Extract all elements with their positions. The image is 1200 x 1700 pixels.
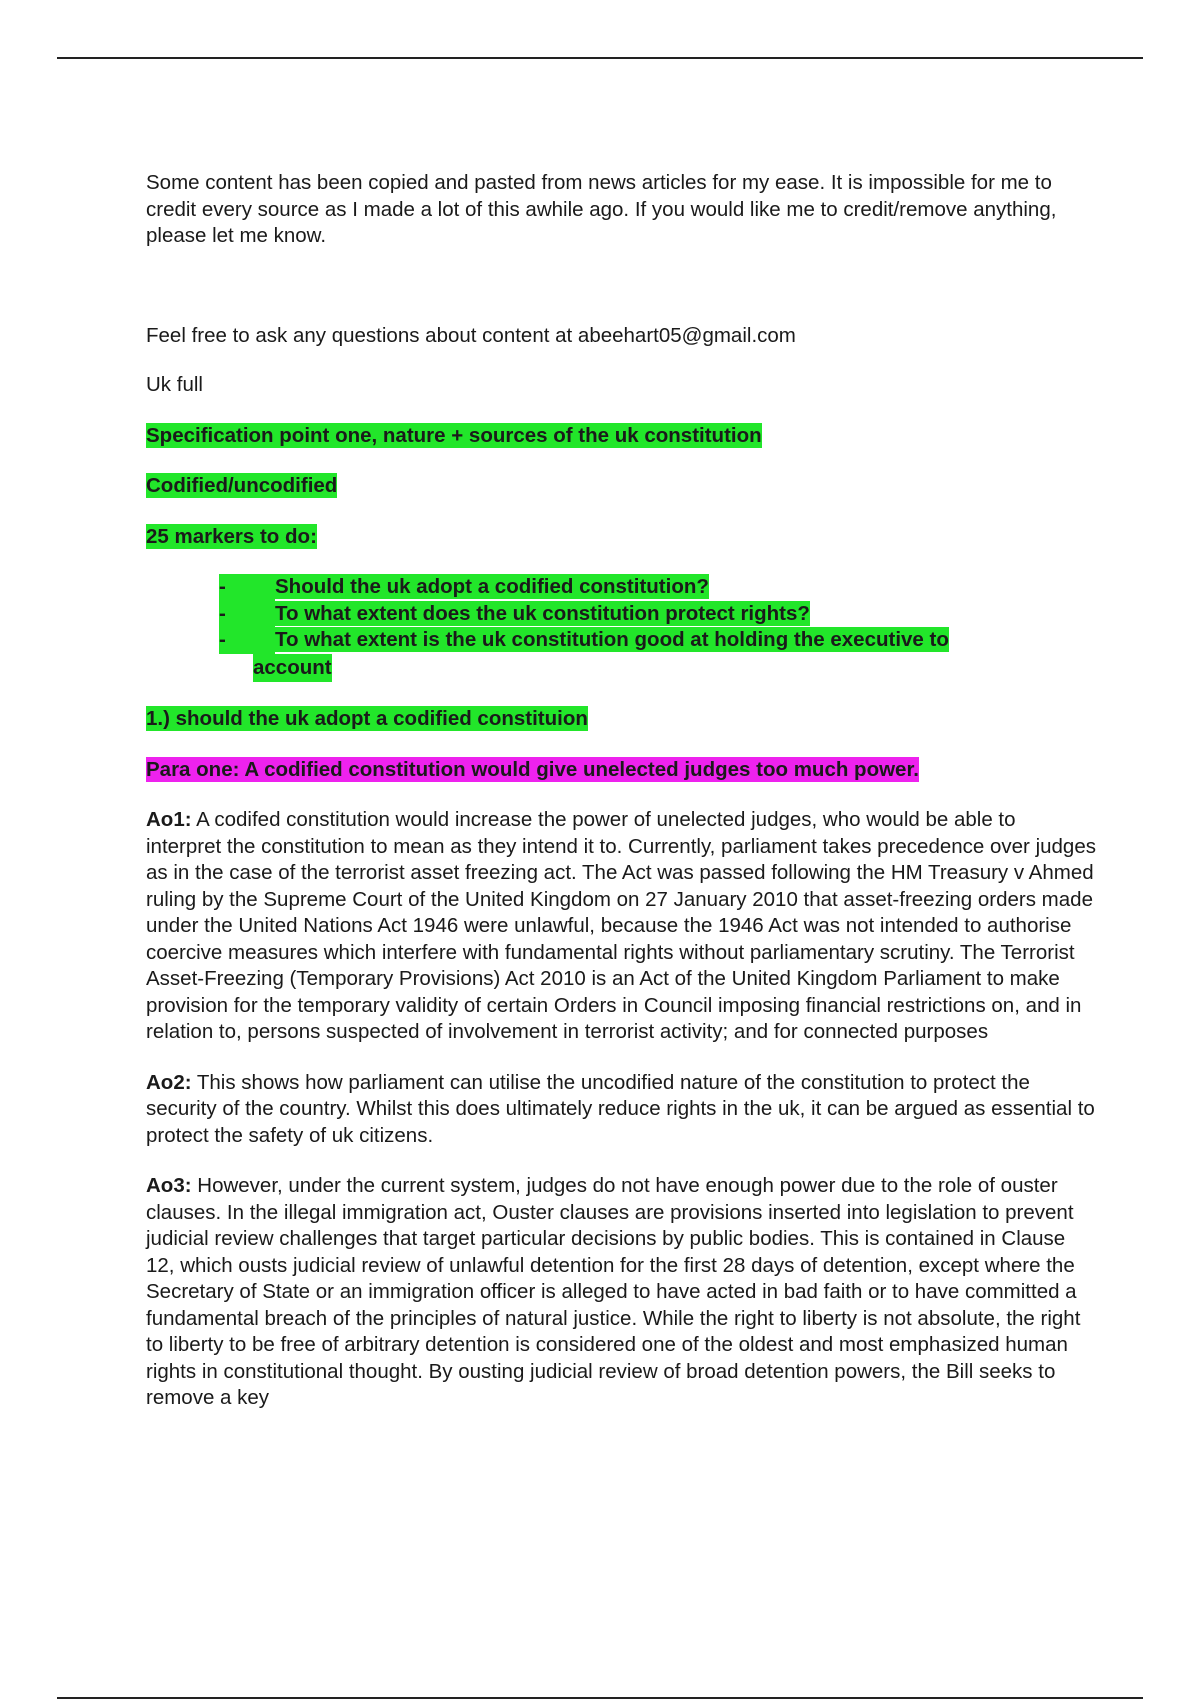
- question-text: To what extent does the uk constitution protect rights?: [275, 601, 810, 625]
- list-item: [219, 601, 1096, 628]
- document-body: [146, 170, 1096, 1436]
- document-title: Uk full: [146, 373, 203, 396]
- question-text: To what extent is the uk constitution good at holding the executive to: [275, 628, 949, 651]
- question-list: [146, 574, 1096, 682]
- contact-line: Feel free to ask any questions about content at abeehart05@gmail.com: [146, 323, 796, 347]
- ao3-label: Ao3:: [146, 1174, 192, 1197]
- essay-heading-text: 1.) should the uk adopt a codified constituion: [146, 707, 588, 730]
- essay-heading: [146, 706, 1096, 733]
- ao2-text: This shows how parliament can utilise the uncodified nature of the constitution to protect the security of the country. Whilst this does ultimately reduce rights in the uk, it can be argued as essential to protect the safety of uk citizens.: [146, 1070, 1095, 1147]
- list-item: [219, 627, 1096, 682]
- question-text-continuation: account: [253, 654, 332, 683]
- para-heading: [146, 757, 1096, 784]
- para-heading-text: Para one: A codified constitution would give unelected judges too much power.: [146, 757, 919, 781]
- markers-heading: [146, 524, 1096, 551]
- spec-heading: [146, 423, 1096, 450]
- spec-heading-text: Specification point one, nature + sources of the uk constitution: [146, 423, 762, 447]
- intro-paragraph: Some content has been copied and pasted from news articles for my ease. It is impossible for me to credit every source as I made a lot of this awhile ago. If you would like me to credit/remove anything, please let me know.: [146, 171, 1057, 247]
- page-top-rule: [57, 57, 1143, 59]
- markers-heading-text: 25 markers to do:: [146, 524, 317, 548]
- question-text: Should the uk adopt a codified constitution?: [275, 575, 709, 598]
- bullet-marker: -: [219, 601, 275, 628]
- ao1-text: A codifed constitution would increase the power of unelected judges, who would be able to interpret the constitution to mean as they intend it to. Currently, parliament takes precedence over judges as in the case of the terrorist asset freezing act. The Act was passed following the HM Treasury v Ahmed ruling by the Supreme Court of the United Kingdom on 27 January 2010 that asset-freezing orders made under the United Nations Act 1946 were unlawful, because the 1946 Act was not intended to authorise coercive measures which interfere with fundamental rights without parliamentary scrutiny. The Terrorist Asset-Freezing (Temporary Provisions) Act 2010 is an Act of the United Kingdom Parliament to make provision for the temporary validity of certain Orders in Council imposing financial restrictions on, and in relation to, persons suspected of involvement in terrorist activity; and for connected purposes: [146, 808, 1096, 1043]
- ao3-text: However, under the current system, judges do not have enough power due to the role of ouster clauses. In the illegal immigration act, Ouster clauses are provisions inserted into legislation to prevent judicial review challenges that target particular decisions by public bodies. This is contained in Clause 12, which ousts judicial review of unlawful detention for the first 28 days of detention, except where the Secretary of State or an immigration officer is alleged to have acted in bad faith or to have committed a fundamental breach of the principles of natural justice. While the right to liberty is not absolute, the right to liberty to be free of arbitrary detention is considered one of the oldest and most emphasized human rights in constitutional thought. By ousting judicial review of broad detention powers, the Bill seeks to remove a key: [146, 1174, 1081, 1409]
- ao2-label: Ao2:: [146, 1070, 192, 1094]
- ao3-paragraph: [146, 1173, 1096, 1412]
- bullet-marker: -: [219, 627, 275, 654]
- ao2-paragraph: [146, 1070, 1096, 1150]
- subheading: [146, 473, 1096, 500]
- subheading-text: Codified/uncodified: [146, 474, 338, 497]
- ao1-label: Ao1:: [146, 808, 192, 831]
- list-item: [219, 574, 1096, 601]
- bullet-marker: -: [219, 574, 275, 601]
- page-bottom-rule: [57, 1697, 1143, 1699]
- ao1-paragraph: [146, 807, 1096, 1046]
